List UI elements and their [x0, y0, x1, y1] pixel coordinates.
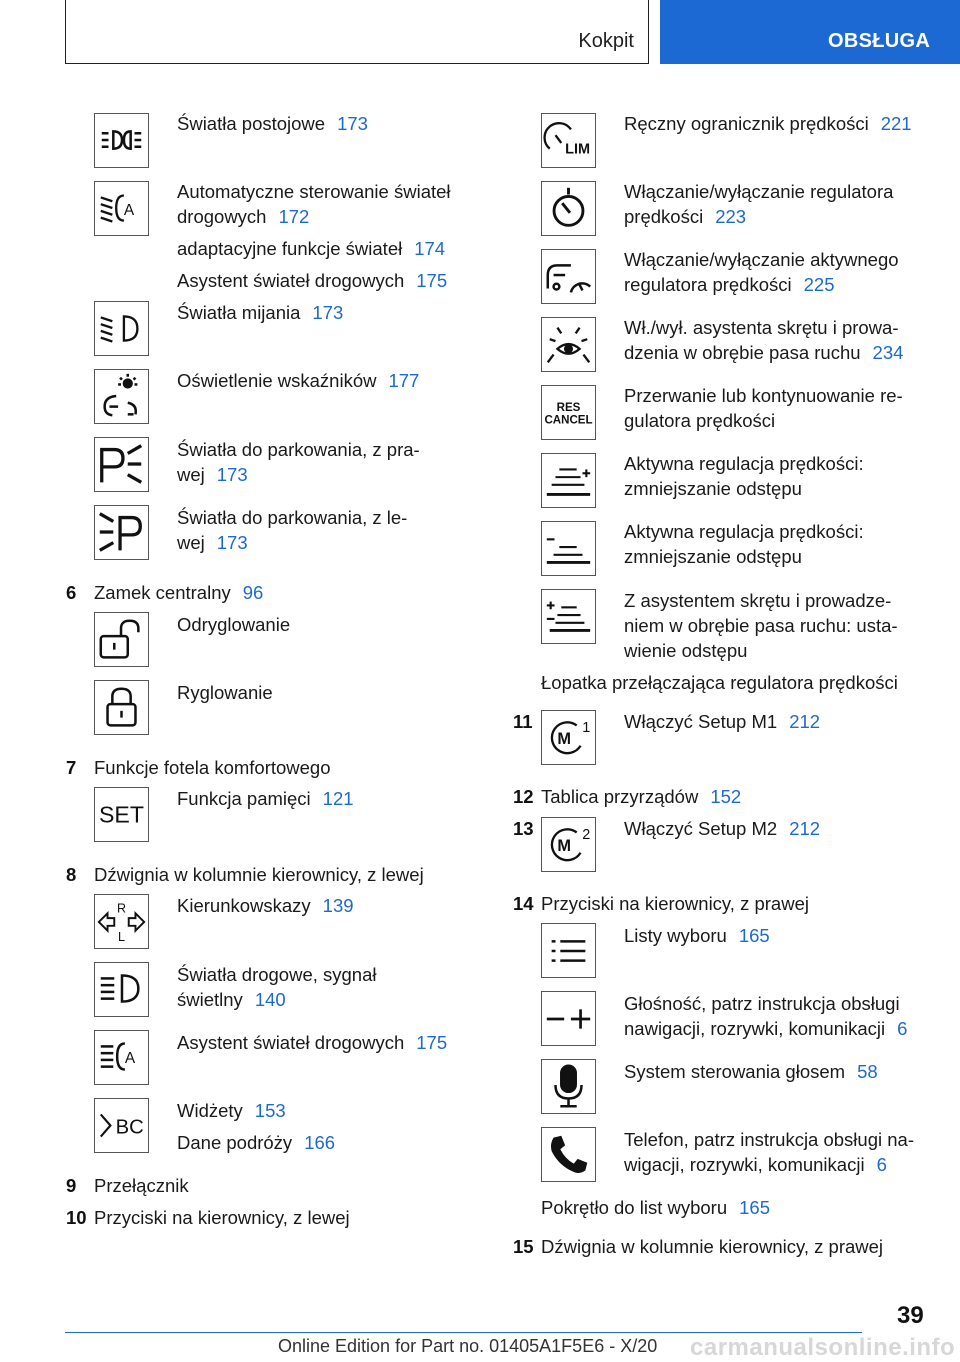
- page-ref[interactable]: 175: [416, 270, 448, 291]
- dist-plus-line1: Aktywna regulacja prędkości:: [624, 453, 864, 474]
- page-ref[interactable]: 221: [880, 113, 912, 134]
- item-number-7: 7: [66, 757, 77, 778]
- phone-icon: [541, 1127, 596, 1182]
- svg-text:CANCEL: CANCEL: [544, 414, 593, 427]
- page-ref[interactable]: 173: [216, 532, 248, 553]
- adaptive-lights-text: adaptacyjne funkcje świateł 174: [177, 238, 446, 259]
- instrument-lighting-icon: [94, 369, 149, 424]
- svg-text:SET: SET: [99, 801, 144, 828]
- page-ref[interactable]: 152: [710, 786, 742, 807]
- svg-text:L: L: [118, 930, 125, 945]
- page-ref[interactable]: 6: [876, 1154, 887, 1175]
- volume-line2: nawigacji, rozrywki, komunikacji 6: [624, 1018, 908, 1039]
- svg-text:LIM: LIM: [565, 141, 590, 158]
- widgets-text: Widżety 153: [177, 1100, 286, 1121]
- parking-lights-text: Światła postojowe 173: [177, 113, 368, 134]
- cruise-control-icon: [541, 181, 596, 236]
- page-ref[interactable]: 166: [304, 1132, 336, 1153]
- page-ref[interactable]: 165: [739, 1197, 770, 1218]
- svg-text:1: 1: [582, 720, 591, 737]
- low-beam-icon: [94, 301, 149, 356]
- parking-light-right-line1: Światła do parkowania, z pra-: [177, 439, 420, 460]
- page-ref[interactable]: 177: [388, 370, 420, 391]
- page-number: 39: [897, 1302, 924, 1329]
- svg-text:M: M: [557, 729, 571, 748]
- svg-text:A: A: [124, 1049, 136, 1067]
- high-beam-icon: [94, 962, 149, 1017]
- svg-text:R: R: [116, 901, 127, 916]
- footer-divider: [65, 1332, 862, 1333]
- cruise-line1: Włączanie/wyłączanie regulatora: [624, 181, 894, 202]
- central-lock-text: Zamek centralny 96: [94, 582, 264, 603]
- res-line2: gulatora prędkości: [624, 410, 776, 431]
- svg-text:2: 2: [582, 827, 591, 844]
- dist-minus-line2: zmniejszanie odstępu: [624, 546, 802, 567]
- left-stalk-text: Dźwignia w kolumnie kierownicy, z lewej: [94, 864, 424, 885]
- item-number-13: 13: [513, 818, 534, 839]
- item-number-11: 11: [513, 711, 533, 732]
- parking-light-left-line1: Światła do parkowania, z le-: [177, 507, 408, 528]
- instrument-lighting-text: Oświetlenie wskaźników 177: [177, 370, 420, 391]
- comfort-seat-text: Funkcje fotela komfortowego: [94, 757, 331, 778]
- distance-increase-icon: [541, 453, 596, 508]
- phone-line1: Telefon, patrz instrukcja obsługi na-: [624, 1129, 914, 1150]
- page-ref[interactable]: 139: [322, 895, 354, 916]
- setup-m1-text: Włączyć Setup M1 212: [624, 711, 821, 732]
- voice-text: System sterowania głosem 58: [624, 1061, 878, 1082]
- setup-m2-icon: [541, 817, 596, 872]
- item-number-15: 15: [513, 1236, 534, 1257]
- left-wheel-buttons-text: Przyciski na kierownicy, z lewej: [94, 1207, 350, 1228]
- page-ref[interactable]: 173: [216, 464, 248, 485]
- page-ref[interactable]: 223: [715, 206, 747, 227]
- active-cruise-icon: [541, 249, 596, 304]
- microphone-icon: [541, 1059, 596, 1114]
- acc-line2: regulatora prędkości 225: [624, 274, 835, 295]
- page-ref[interactable]: 173: [337, 113, 368, 134]
- lane-line2: dzenia w obrębie pasa ruchu 234: [624, 342, 904, 363]
- volume-line1: Głośność, patrz instrukcja obsługi: [624, 993, 900, 1014]
- volume-icon: [541, 991, 596, 1046]
- page-ref[interactable]: 153: [254, 1100, 286, 1121]
- phone-line2: wigacji, rozrywki, komunikacji 6: [624, 1154, 887, 1175]
- page-ref[interactable]: 121: [322, 788, 354, 809]
- page-ref[interactable]: 212: [789, 818, 821, 839]
- item-number-8: 8: [66, 864, 77, 885]
- header-chapter-label: OBSŁUGA: [828, 30, 931, 52]
- auto-headlight-line1: Automatyczne sterowanie świateł: [177, 181, 451, 202]
- high-beam-assist-text-2: Asystent świateł drogowych 175: [177, 1032, 448, 1053]
- dist-set-line1: Z asystentem skrętu i prowadze-: [624, 590, 892, 611]
- right-wheel-buttons-text: Przyciski na kierownicy, z prawej: [541, 893, 809, 914]
- item-number-6: 6: [66, 582, 77, 603]
- page-ref[interactable]: 165: [738, 925, 770, 946]
- parking-lights-icon: [94, 113, 149, 168]
- unlock-icon: [94, 612, 149, 667]
- auto-headlight-icon: [94, 181, 149, 236]
- memory-text: Funkcja pamięci 121: [177, 788, 354, 809]
- parking-light-right-line2: wej 173: [177, 464, 248, 485]
- svg-text:M: M: [557, 836, 571, 855]
- manual-limiter-text: Ręczny ogranicznik prędkości 221: [624, 113, 912, 134]
- parking-light-left-icon: [94, 505, 149, 560]
- set-memory-icon: [94, 787, 149, 842]
- page-ref[interactable]: 175: [416, 1032, 448, 1053]
- list-icon: [541, 923, 596, 978]
- dist-set-line2: niem w obrębie pasa ruchu: usta-: [624, 615, 898, 636]
- page-ref[interactable]: 225: [803, 274, 835, 295]
- header-section-title: Kokpit: [578, 30, 634, 52]
- parking-light-left-line2: wej 173: [177, 532, 248, 553]
- unlock-text: Odryglowanie: [177, 614, 291, 635]
- auto-headlight-line2: drogowych 172: [177, 206, 310, 227]
- dist-minus-line1: Aktywna regulacja prędkości:: [624, 521, 864, 542]
- instrument-cluster-text: Tablica przyrządów 152: [541, 786, 742, 807]
- right-stalk-text: Dźwignia w kolumnie kierownicy, z prawej: [541, 1236, 884, 1257]
- header-section-box: [65, 0, 649, 64]
- item-number-9: 9: [66, 1175, 77, 1196]
- high-beam-assist-icon: [94, 1030, 149, 1085]
- svg-text:BC: BC: [115, 1116, 144, 1139]
- turn-signals-text: Kierunkowskazy 139: [177, 895, 354, 916]
- lock-text: Ryglowanie: [177, 682, 273, 703]
- lane-assist-icon: [541, 317, 596, 372]
- page-ref[interactable]: 96: [242, 582, 264, 603]
- lock-icon: [94, 680, 149, 735]
- item-number-14: 14: [513, 893, 534, 914]
- setup-m2-text: Włączyć Setup M2 212: [624, 818, 821, 839]
- page-ref[interactable]: 6: [897, 1018, 908, 1039]
- page-ref[interactable]: 174: [414, 238, 446, 259]
- item-number-10: 10: [66, 1207, 87, 1228]
- rocker-switch-text: Łopatka przełączająca regulatora prędkości: [541, 672, 898, 693]
- dist-plus-line2: zmniejszanie odstępu: [624, 478, 802, 499]
- svg-text:A: A: [123, 201, 135, 219]
- high-beam-assist-text: Asystent świateł drogowych 175: [177, 270, 448, 291]
- setup-m1-icon: [541, 710, 596, 765]
- distance-decrease-icon: [541, 521, 596, 576]
- low-beam-text: Światła mijania 173: [177, 302, 344, 323]
- res-line1: Przerwanie lub kontynuowanie re-: [624, 385, 903, 406]
- page-ref[interactable]: 172: [278, 206, 310, 227]
- page-ref[interactable]: 140: [254, 989, 286, 1010]
- page-ref[interactable]: 212: [789, 711, 821, 732]
- trip-data-text: Dane podróży 166: [177, 1132, 336, 1153]
- turn-signal-icon: [94, 894, 149, 949]
- res-cancel-icon: [541, 385, 596, 440]
- parking-light-right-icon: [94, 437, 149, 492]
- item-number-12: 12: [513, 786, 534, 807]
- speed-limiter-icon: [541, 113, 596, 168]
- edition-text: Online Edition for Part no. 01405A1F5E6 - X/20: [278, 1336, 658, 1356]
- svg-text:RES: RES: [556, 402, 581, 415]
- acc-line1: Włączanie/wyłączanie aktywnego: [624, 249, 899, 270]
- page-ref[interactable]: 173: [312, 302, 344, 323]
- page-ref[interactable]: 234: [872, 342, 904, 363]
- dist-set-line3: wienie odstępu: [624, 640, 748, 661]
- lane-line1: Wł./wył. asystenta skrętu i prowa-: [624, 317, 899, 338]
- header-chapter-tab: [660, 0, 960, 64]
- high-beam-line2: świetlny 140: [177, 989, 286, 1010]
- bc-button-icon: [94, 1098, 149, 1153]
- high-beam-line1: Światła drogowe, sygnał: [177, 964, 377, 985]
- watermark: carmanualsonline.info: [690, 1334, 956, 1361]
- page-ref[interactable]: 58: [857, 1061, 878, 1082]
- cruise-line2: prędkości 223: [624, 206, 747, 227]
- selection-knob-text: Pokrętło do list wyboru 165: [541, 1197, 770, 1218]
- distance-set-icon: [541, 589, 596, 644]
- switch-text: Przełącznik: [94, 1175, 189, 1196]
- lists-text: Listy wyboru 165: [624, 925, 770, 946]
